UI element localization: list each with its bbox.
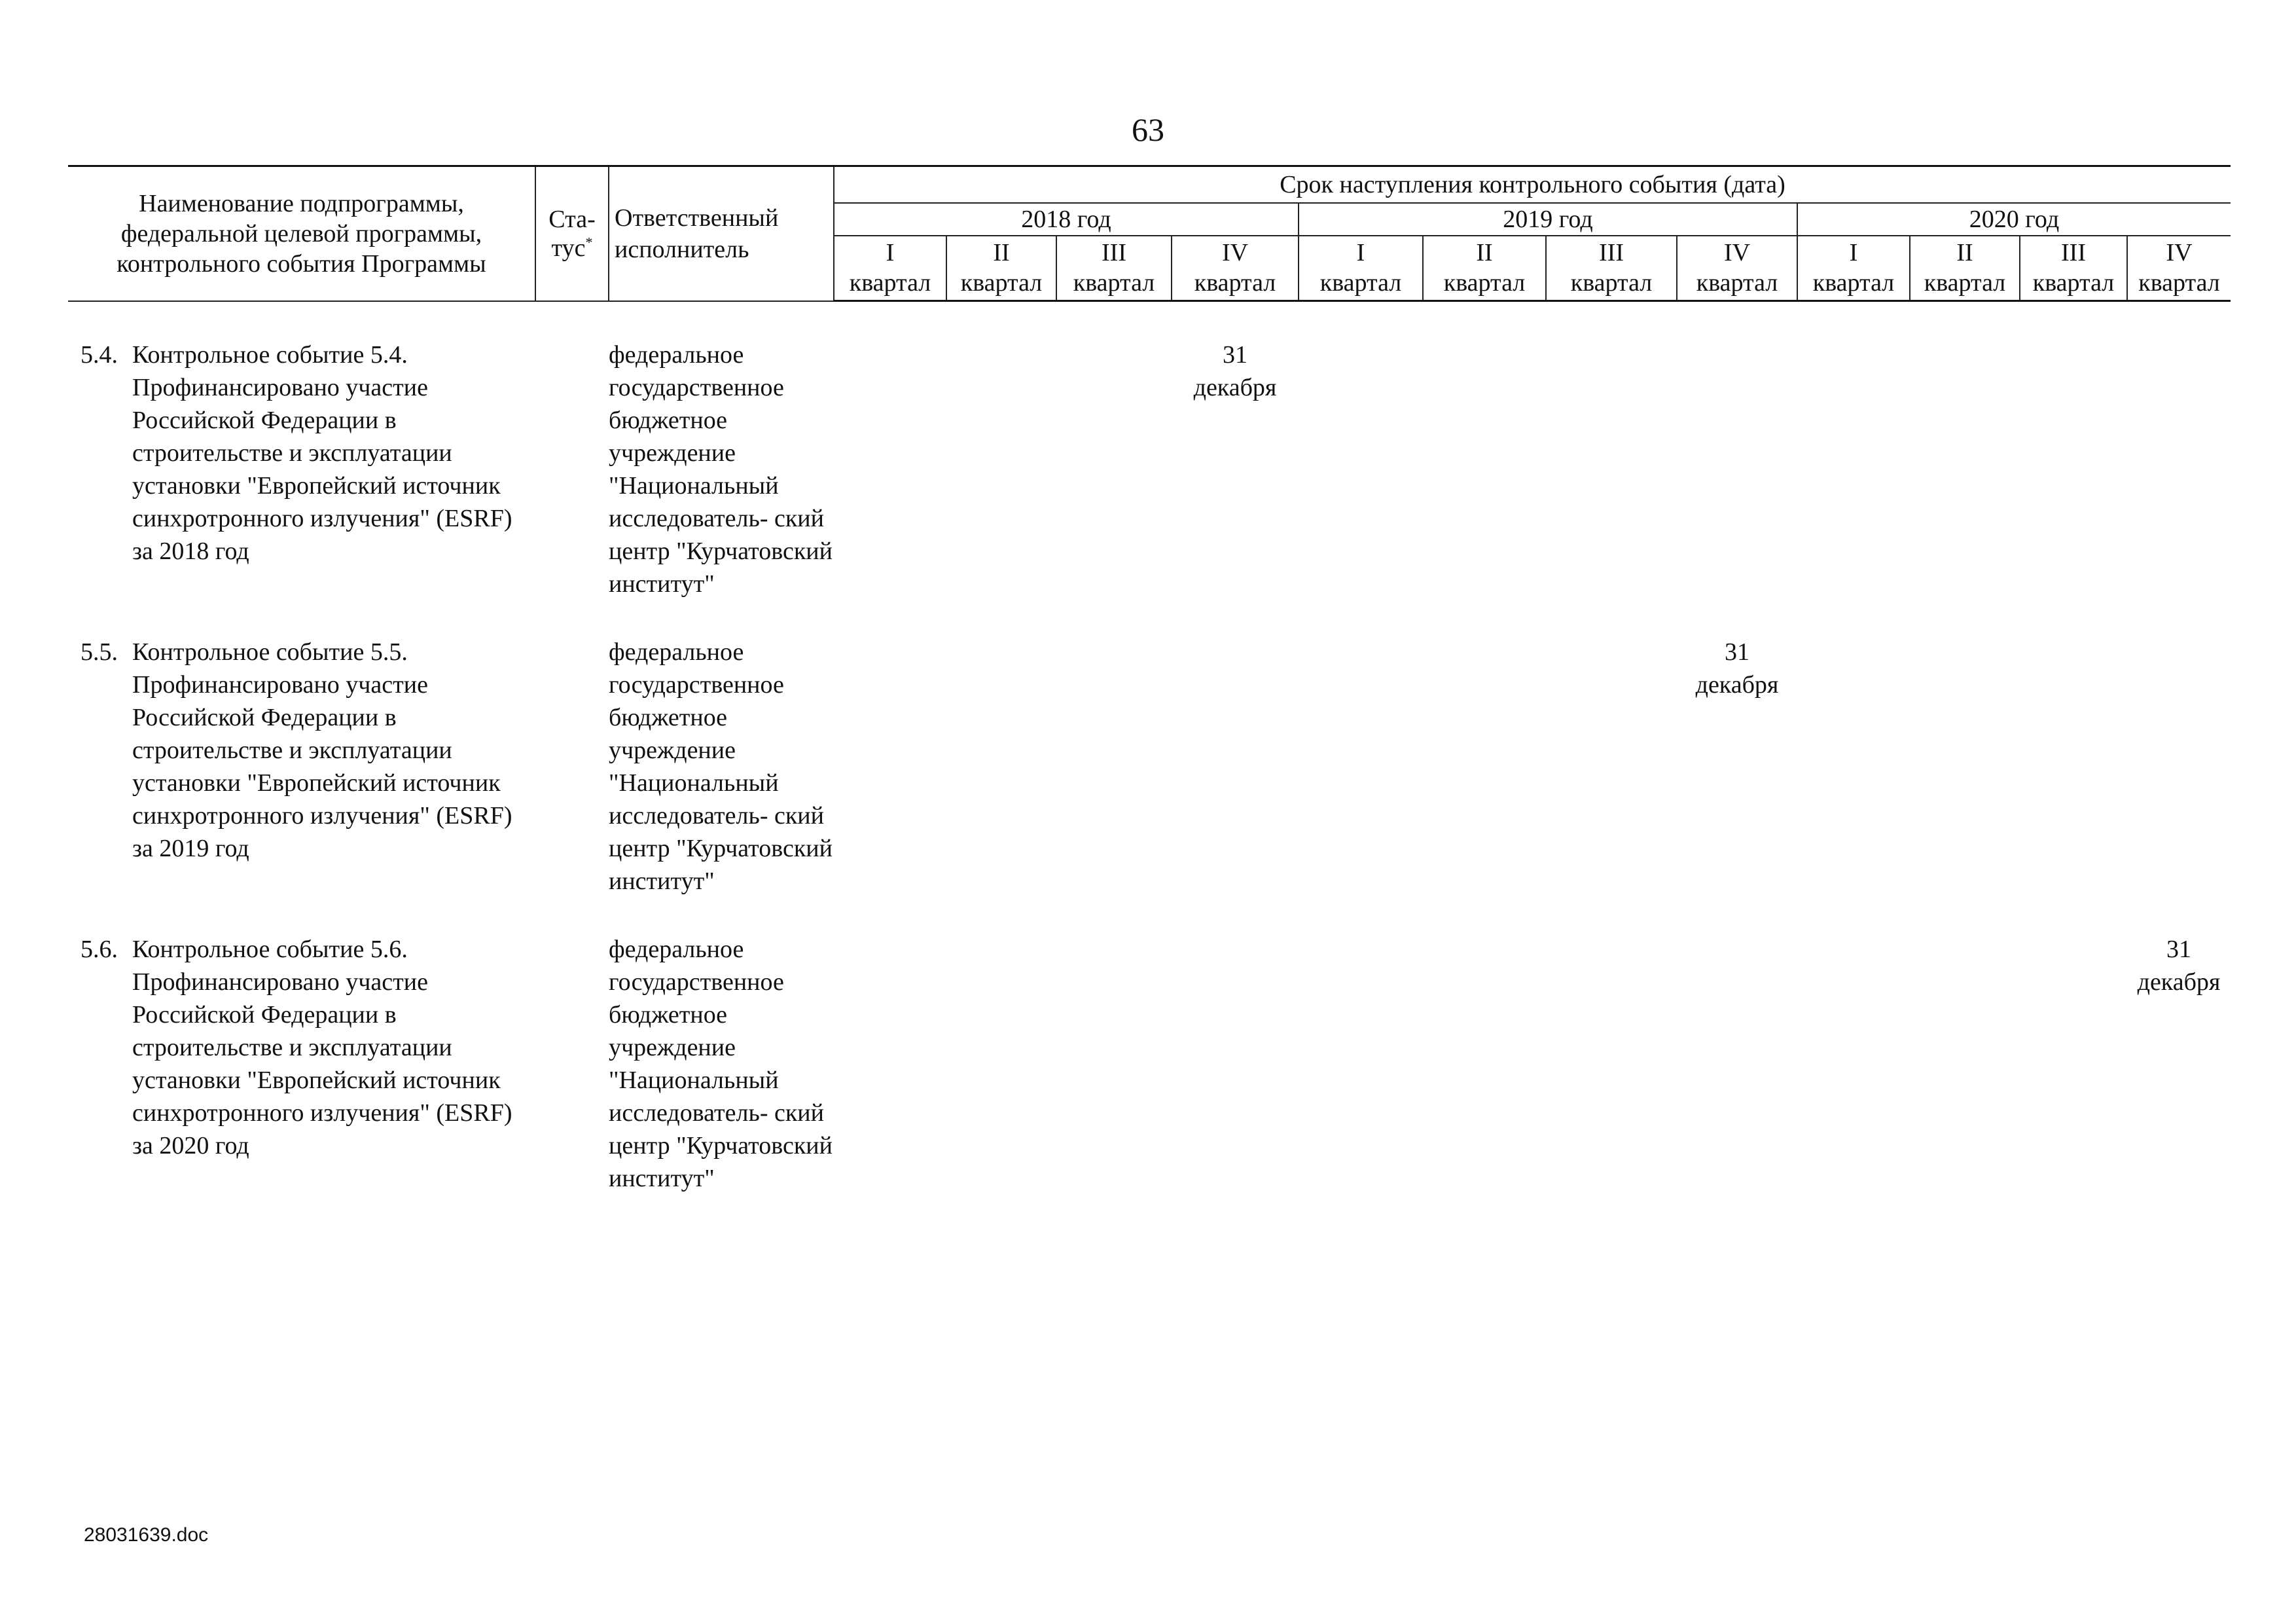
event-name-cell [68, 636, 535, 933]
year-header-2019 [1299, 203, 1797, 236]
responsible-column-header [609, 166, 834, 301]
quarter-numeral: I [886, 239, 895, 267]
date-day: 31 [2166, 936, 2191, 963]
quarter-word: квартал [1443, 269, 1526, 297]
spacer-row [68, 301, 2231, 339]
year-label: 2018 год [1021, 205, 1111, 233]
quarter-numeral: I [1356, 239, 1365, 267]
date-month: декабря [1193, 374, 1277, 401]
quarter-word: квартал [2032, 269, 2115, 297]
quarter-word: квартал [1319, 269, 1402, 297]
event-name: Контрольное событие 5.6. Профинансировано участие Российской Федерации в строительстве и эксплуатации установки "Европейский источник синхротронного излучения" (ESRF) за 2020 год [132, 936, 512, 1159]
quarter-header [1172, 236, 1299, 301]
date-cell [1172, 338, 1299, 636]
document-code: 28031639.doc [84, 1524, 209, 1546]
quarter-header [946, 236, 1056, 301]
year-label: 2020 год [1969, 205, 2060, 233]
page-number: 63 [1132, 111, 1164, 148]
name-column-label: Наименование подпрограммы, федеральной целевой программы, контрольного события Программы [117, 189, 486, 278]
status-label-top: Ста- [548, 205, 596, 233]
year-header-2020 [1797, 203, 2231, 236]
quarter-numeral: III [1102, 239, 1126, 267]
table-row [68, 636, 2231, 933]
quarter-header [1056, 236, 1172, 301]
status-column-header [535, 166, 609, 301]
quarter-numeral: II [993, 239, 1010, 267]
event-name-cell [68, 933, 535, 1230]
quarter-header [1797, 236, 1910, 301]
quarter-numeral: II [1476, 239, 1493, 267]
quarter-header [2127, 236, 2231, 301]
status-cell [535, 338, 609, 636]
quarter-header [2020, 236, 2127, 301]
date-month: декабря [1695, 671, 1779, 699]
quarter-numeral: IV [1221, 239, 1249, 267]
responsible-cell: федеральное государственное бюджетное учреждение "Национальный исследователь- ский центр "Курчатовский институт" [609, 936, 833, 1192]
quarter-numeral: II [1956, 239, 1973, 267]
status-cell [535, 933, 609, 1230]
quarter-header [834, 236, 946, 301]
status-footnote-mark: * [585, 234, 593, 251]
period-header [834, 166, 2231, 203]
year-header-2018 [834, 203, 1299, 236]
date-day: 31 [1725, 638, 1749, 666]
quarter-word: квартал [849, 269, 931, 297]
quarter-numeral: IV [2166, 239, 2193, 267]
quarter-word: квартал [1570, 269, 1653, 297]
quarter-numeral: I [1849, 239, 1858, 267]
quarter-word: квартал [1073, 269, 1155, 297]
name-column-header [68, 166, 535, 301]
quarter-word: квартал [2138, 269, 2220, 297]
date-cell [1677, 636, 1797, 933]
quarter-numeral: III [1599, 239, 1624, 267]
quarter-header [1546, 236, 1677, 301]
responsible-cell: федеральное государственное бюджетное учреждение "Национальный исследователь- ский центр "Курчатовский институт" [609, 638, 833, 895]
date-month: декабря [2137, 968, 2221, 996]
table-header [68, 166, 2231, 301]
status-label-bottom: тус [551, 234, 586, 262]
period-title: Срок наступления контрольного события (дата) [1280, 170, 1785, 198]
date-day: 31 [1223, 341, 1247, 369]
table-row [68, 338, 2231, 636]
quarter-numeral: IV [1723, 239, 1751, 267]
quarter-word: квартал [1696, 269, 1778, 297]
event-number: 5.5. [81, 638, 118, 666]
responsible-cell: федеральное государственное бюджетное учреждение "Национальный исследователь- ский центр "Курчатовский институт" [609, 341, 833, 598]
event-name-cell [68, 338, 535, 636]
quarter-word: квартал [960, 269, 1043, 297]
event-name: Контрольное событие 5.4. Профинансировано участие Российской Федерации в строительстве и эксплуатации установки "Европейский источник синхротронного излучения" (ESRF) за 2018 год [132, 341, 512, 565]
control-events-table [68, 165, 2231, 1230]
event-name: Контрольное событие 5.5. Профинансировано участие Российской Федерации в строительстве и эксплуатации установки "Европейский источник синхротронного излучения" (ESRF) за 2019 год [132, 638, 512, 862]
year-label: 2019 год [1503, 205, 1593, 233]
table-body [68, 301, 2231, 1231]
quarter-word: квартал [1924, 269, 2006, 297]
event-number: 5.4. [81, 341, 118, 369]
quarter-header [1299, 236, 1423, 301]
quarter-word: квартал [1194, 269, 1276, 297]
event-number: 5.6. [81, 936, 118, 963]
quarter-numeral: III [2061, 239, 2086, 267]
table-row [68, 933, 2231, 1230]
quarter-header [1910, 236, 2020, 301]
quarter-header [1677, 236, 1797, 301]
quarter-word: квартал [1812, 269, 1895, 297]
status-cell [535, 636, 609, 933]
responsible-column-label: Ответственный исполнитель [615, 204, 779, 263]
date-cell [2127, 933, 2231, 1230]
quarter-header [1423, 236, 1546, 301]
